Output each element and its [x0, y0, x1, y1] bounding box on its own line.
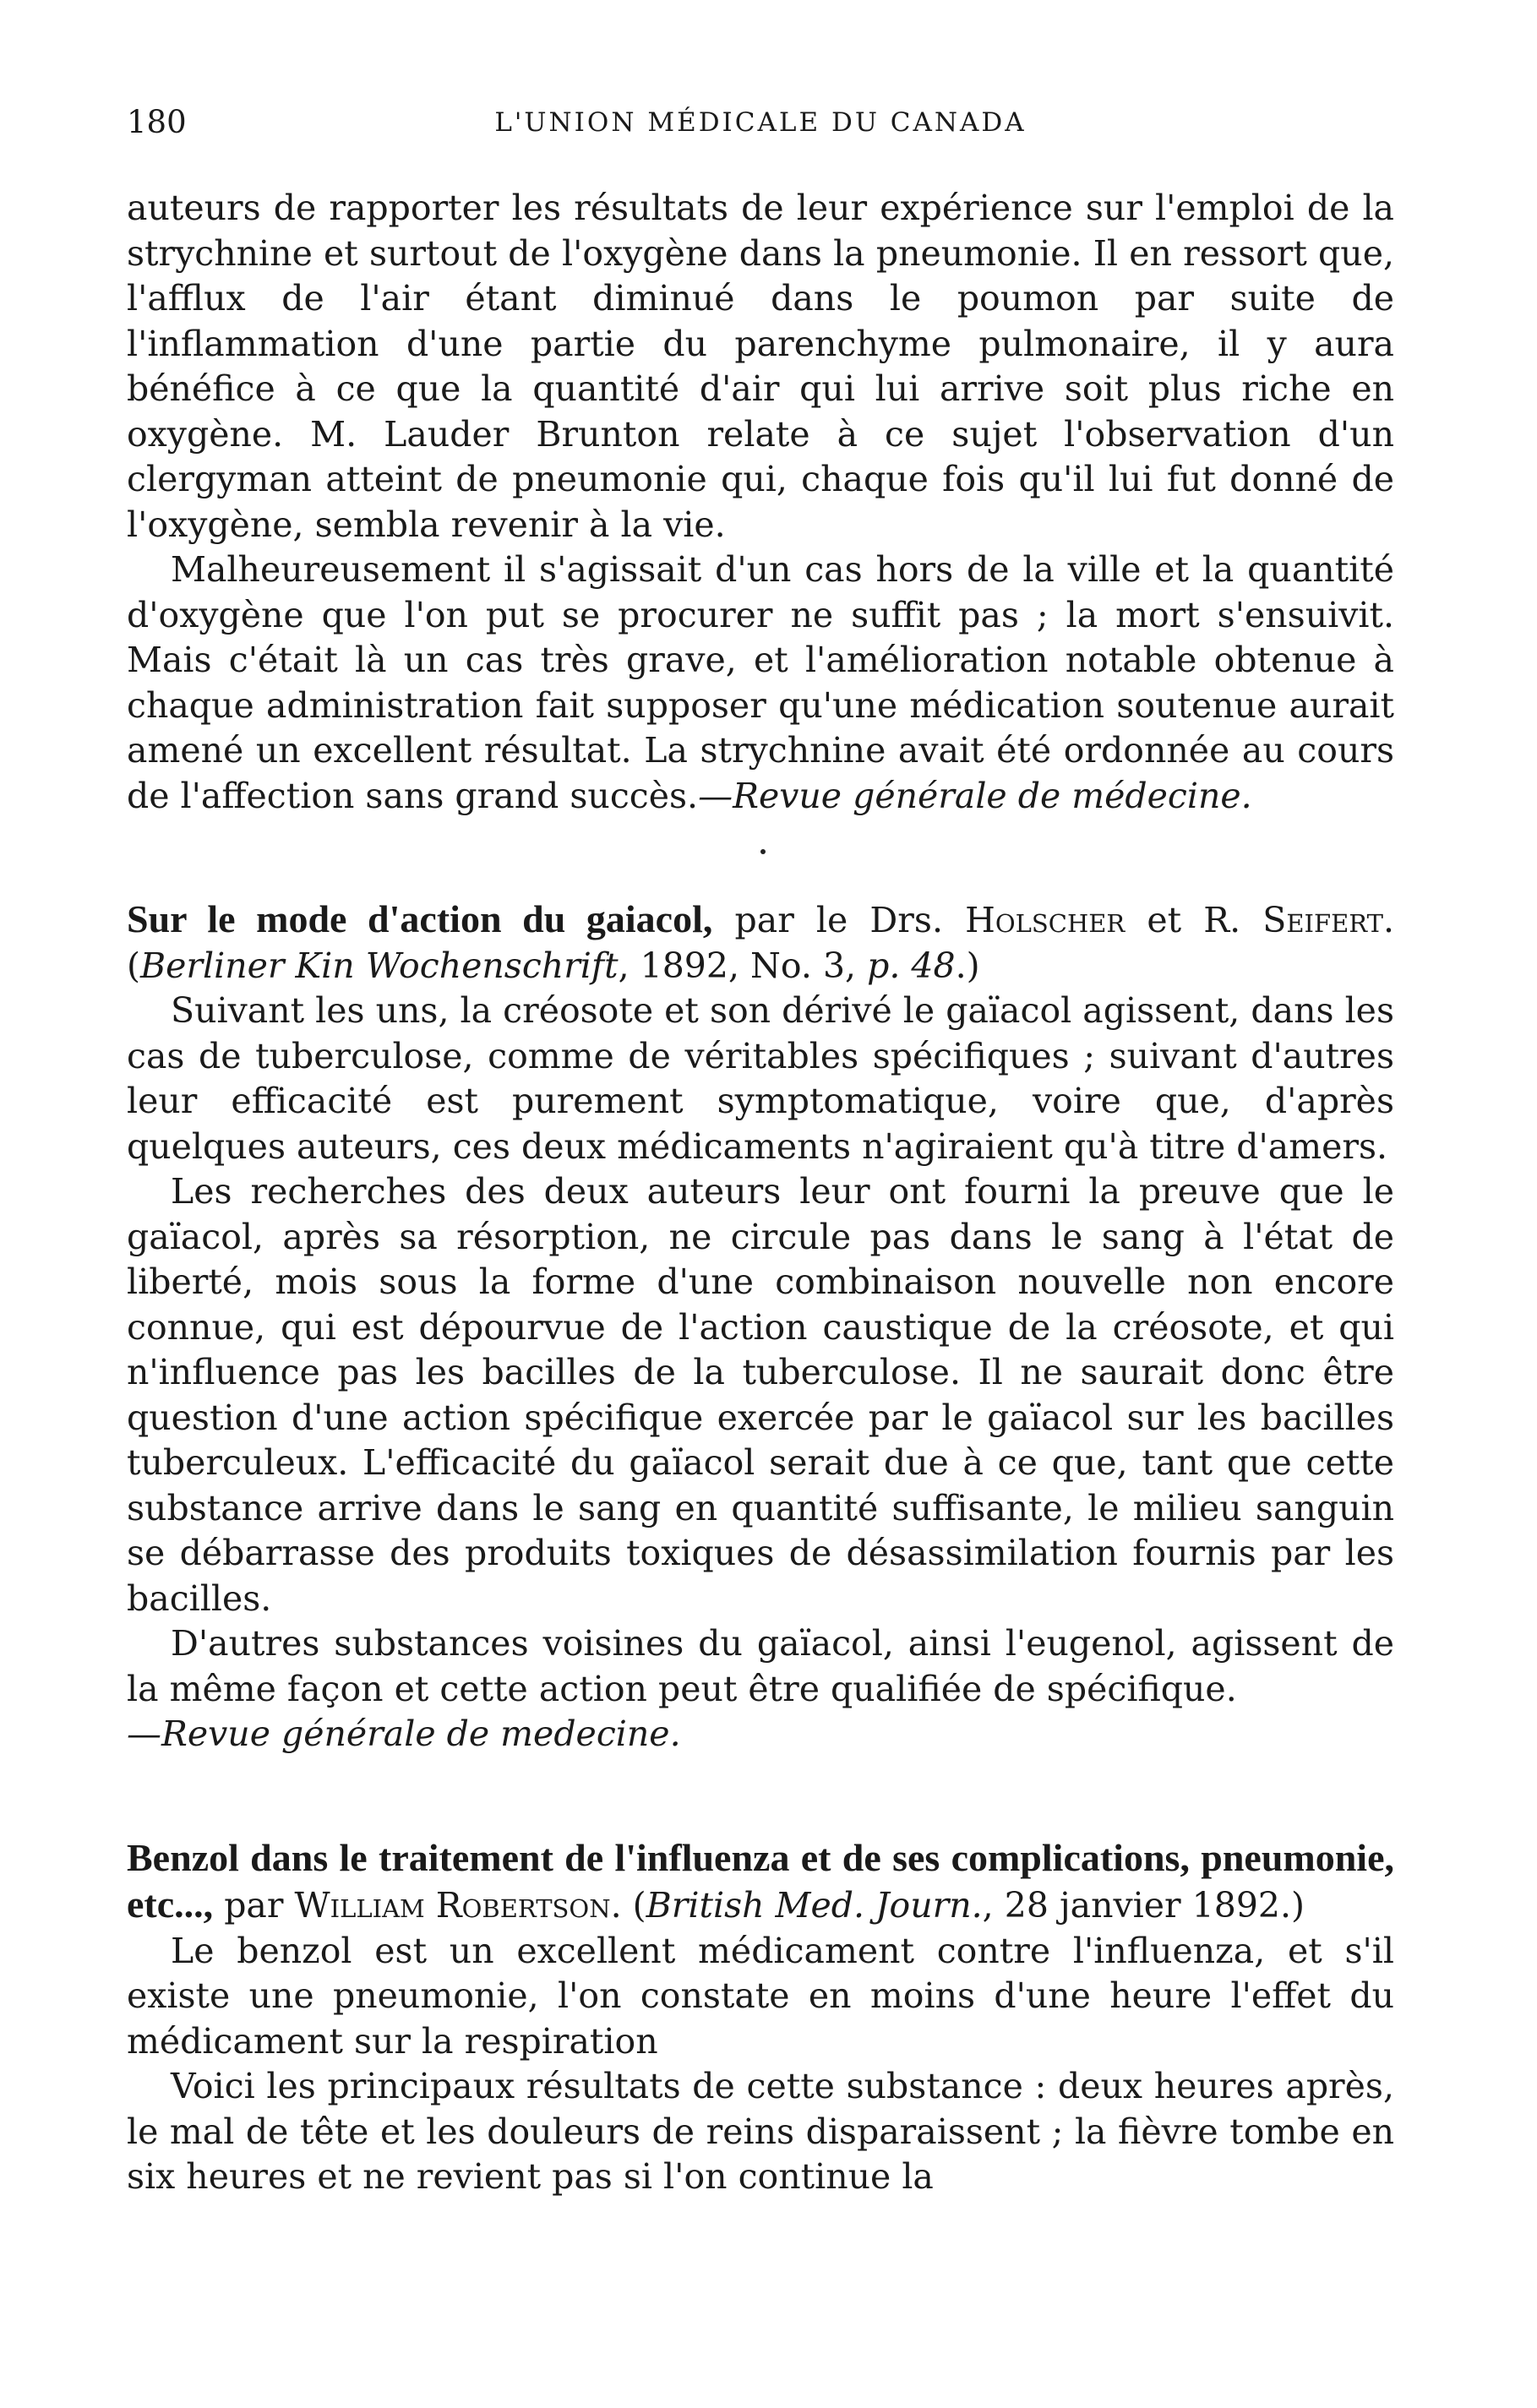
article2-citation-journal: Berliner Kin Wochenschrift [140, 945, 619, 986]
article3-citation-open: . ( [610, 1885, 646, 1926]
article2-source: —Revue générale de medecine. [127, 1713, 681, 1754]
article2-byline-par: par le Drs. [712, 900, 966, 940]
article1-paragraph-2 [127, 548, 1394, 819]
article2-citation-close: .) [955, 945, 980, 986]
article1-paragraph-2-text: Malheureusement il s'agissait d'un cas hors de la ville et la quantité d'oxygène que l'on put se procurer ne suffit pas ; la mort s'ensuivit. Mais c'était là un cas très grave, et l'amélioration notable obtenue à chaque administration fait supposer qu'une médication soutenue aurait amené un excellent résultat. La strychnine avait été ordonnée au cours de l'affection sans grand succès. [127, 549, 1394, 816]
article2-citation-open: . ( [127, 900, 1395, 986]
article3-paragraph-2: Voici les principaux résultats de cette substance : deux heures après, le mal de tête et les douleurs de reins disparaissent ; la fièvre tombe en six heures et ne revient pas si l'on continue la [127, 2066, 1394, 2197]
journal-title: L'UNION MÉDICALE DU CANADA [494, 107, 1027, 138]
article3-author: William Robertson [294, 1885, 611, 1926]
section-separator [127, 819, 1394, 896]
article1-paragraph-1: auteurs de rapporter les résultats de leur expérience sur l'emploi de la strychnine et surtout de l'oxygène dans la pneumonie. Il en ressort que, l'afflux de l'air étant diminué dans le poumon par suite de l'inflammation d'une partie du parenchyme pulmonaire, il y aura bénéfice à ce que la quantité d'air qui lui arrive soit plus riche en oxygène. M. Lauder Brunton relate à ce sujet l'observation d'un clergyman atteint de pneumonie qui, chaque fois qu'il lui fut donné de l'oxygène, sembla revenir à la vie. [127, 188, 1394, 545]
running-head [127, 97, 1394, 148]
journal-page [127, 97, 1394, 2370]
page-number: 180 [127, 104, 187, 140]
article-body [127, 186, 1394, 2200]
article3-byline-par: par [213, 1885, 295, 1926]
article2-byline-et: et R. [1125, 900, 1263, 940]
article2-citation-details: , 1892, No. 3, [618, 945, 868, 986]
article3-citation-journal: British Med. Journ. [646, 1885, 983, 1926]
article2-paragraph-2: Les recherches des deux auteurs leur ont fourni la preuve que le gaïacol, après sa résorption, ne circule pas dans le sang à l'état de liberté, mois sous la forme d'une combinaison nouvelle non encore connue, qui est dépourvue de l'action caustique de la créosote, et qui n'influence pas les bacilles de la tuberculose. Il ne saurait donc être question d'une action spécifique exercée par le gaïacol sur les bacilles tuberculeux. L'efficacité du gaïacol serait due à ce que, tant que cette substance arrive dans le sang en quantité suffisante, le milieu sanguin se débarrasse des produits toxiques de désassimilation fournis par les bacilles. [127, 1171, 1394, 1619]
article2-heading [127, 896, 1394, 989]
article3-paragraph-1: Le benzol est un excellent médicament contre l'influenza, et s'il existe une pneumonie, l'on constate en moins d'une heure l'effet du médicament sur la respiration [127, 1930, 1394, 2062]
article2-paragraph-3: D'autres substances voisines du gaïacol, ainsi l'eugenol, agissent de la même façon et cette action peut être qualifiée de spécifique. [127, 1623, 1394, 1709]
article1-source: —Revue générale de médecine. [698, 775, 1252, 816]
article2-author1: Holscher [965, 900, 1125, 940]
article2-citation-page: p. 48 [867, 945, 956, 986]
article2-author2: Seifert [1262, 900, 1383, 940]
article2-paragraph-1: Suivant les uns, la créosote et son dérivé le gaïacol agissent, dans les cas de tuberculose, comme de véritables spécifiques ; suivant d'autres leur efficacité est purement symptomatique, voire que, d'après quelques auteurs, ces deux médicaments n'agiraient qu'à titre d'amers. [127, 990, 1394, 1167]
section-gap [127, 1757, 1394, 1835]
article3-citation-details: , 28 janvier 1892.) [982, 1885, 1305, 1926]
article3-heading [127, 1835, 1394, 1929]
article2-headline: Sur le mode d'action du gaiacol, [127, 897, 713, 940]
separator-dot [760, 849, 766, 854]
article3-headline: Benzol dans le traitement de l'influenza et de ses complications, pneumonie, etc..., [127, 1835, 1394, 1926]
